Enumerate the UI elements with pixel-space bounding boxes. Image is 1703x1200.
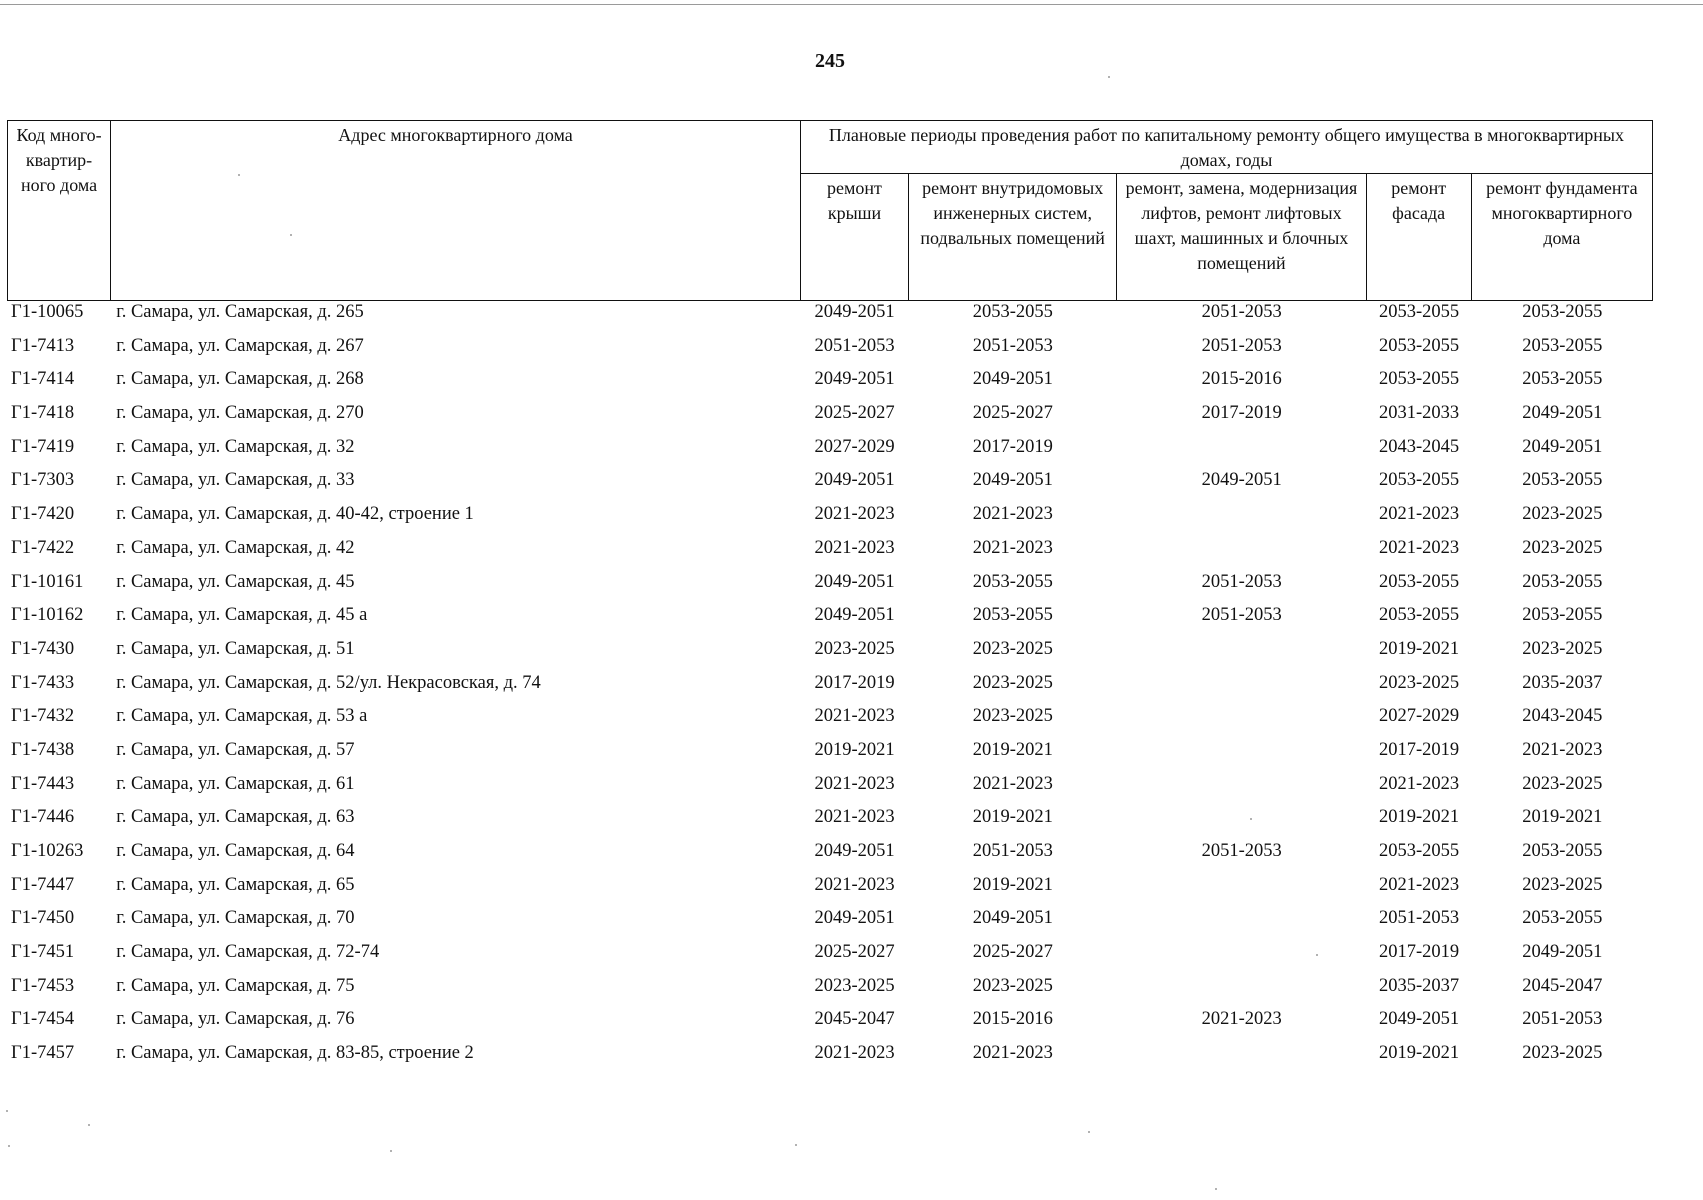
table-header: [7, 120, 1653, 301]
cell-address: г. Самара, ул. Самарская, д. 53 а: [116, 706, 368, 727]
cell-systems: 2019-2021: [972, 874, 1053, 895]
cell-code: Г1-7451: [11, 942, 75, 963]
scan-speck: [290, 234, 292, 236]
scan-speck: [8, 1145, 10, 1147]
table-row: [7, 336, 1653, 370]
cell-systems: 2023-2025: [972, 706, 1053, 727]
cell-systems: 2019-2021: [972, 739, 1053, 760]
cell-roof: 2021-2023: [814, 537, 895, 558]
table-row: [7, 1043, 1653, 1077]
cell-facade: 2021-2023: [1378, 504, 1460, 525]
cell-facade: 2031-2033: [1378, 403, 1460, 424]
cell-facade: 2019-2021: [1378, 638, 1460, 659]
table-body: [7, 302, 1653, 1077]
cell-address: г. Самара, ул. Самарская, д. 75: [116, 975, 355, 996]
cell-roof: 2049-2051: [814, 369, 895, 390]
table-row: [7, 504, 1653, 538]
scan-speck: [88, 1124, 90, 1126]
cell-foundation: 2021-2023: [1522, 739, 1603, 760]
cell-code: Г1-7430: [11, 638, 75, 659]
cell-roof: 2023-2025: [814, 638, 895, 659]
header-periods-group: Плановые периоды проведения работ по капитальному ремонту общего имущества в многоквартирных домах, годы: [800, 121, 1652, 174]
table-row: [7, 470, 1653, 504]
cell-facade: 2053-2055: [1378, 841, 1460, 861]
cell-lifts: 2051-2053: [1201, 571, 1282, 592]
cell-lifts: 2051-2053: [1201, 605, 1282, 626]
cell-roof: 2021-2023: [814, 504, 895, 525]
scan-speck: [6, 1110, 8, 1112]
cell-code: Г1-7422: [11, 537, 75, 558]
cell-roof: 2049-2051: [814, 571, 895, 592]
cell-address: г. Самара, ул. Самарская, д. 265: [116, 302, 364, 322]
cell-address: г. Самара, ул. Самарская, д. 40-42, строение 1: [116, 504, 474, 525]
cell-address: г. Самара, ул. Самарская, д. 42: [116, 537, 355, 558]
cell-foundation: 2049-2051: [1522, 403, 1603, 424]
cell-address: г. Самара, ул. Самарская, д. 52/ул. Некрасовская, д. 74: [116, 672, 541, 693]
cell-lifts: 2051-2053: [1201, 335, 1282, 356]
cell-foundation: 2053-2055: [1522, 571, 1603, 592]
cell-roof: 2049-2051: [814, 908, 895, 929]
cell-systems: 2053-2055: [972, 302, 1053, 322]
cell-facade: 2053-2055: [1378, 369, 1460, 390]
cell-roof: 2021-2023: [814, 874, 895, 895]
cell-foundation: 2049-2051: [1522, 942, 1603, 963]
cell-systems: 2023-2025: [972, 975, 1053, 996]
cell-facade: 2053-2055: [1378, 335, 1460, 356]
header-foundation: ремонт фундамента многоквартирного дома: [1471, 174, 1652, 301]
cell-foundation: 2023-2025: [1522, 638, 1603, 659]
cell-code: Г1-7447: [11, 874, 75, 895]
cell-systems: 2021-2023: [972, 537, 1053, 558]
cell-foundation: 2053-2055: [1522, 369, 1603, 390]
cell-roof: 2049-2051: [814, 605, 895, 626]
cell-foundation: 2051-2053: [1522, 1009, 1603, 1030]
cell-address: г. Самара, ул. Самарская, д. 61: [116, 773, 355, 794]
cell-foundation: 2023-2025: [1522, 537, 1603, 558]
cell-foundation: 2035-2037: [1522, 672, 1603, 693]
cell-lifts: [1117, 908, 1366, 942]
cell-code: Г1-10161: [11, 571, 84, 592]
cell-code: Г1-7414: [11, 369, 75, 390]
cell-systems: 2021-2023: [972, 1043, 1053, 1064]
cell-facade: 2021-2023: [1378, 537, 1460, 558]
cell-lifts: [1117, 504, 1366, 538]
cell-systems: 2049-2051: [972, 470, 1053, 491]
cell-code: Г1-7433: [11, 672, 75, 693]
cell-lifts: [1117, 437, 1366, 471]
cell-roof: 2025-2027: [814, 942, 895, 963]
cell-code: Г1-7418: [11, 403, 75, 424]
cell-systems: 2015-2016: [972, 1009, 1053, 1030]
table-row: [7, 908, 1653, 942]
cell-address: г. Самара, ул. Самарская, д. 270: [116, 403, 364, 424]
cell-systems: 2019-2021: [972, 807, 1053, 828]
cell-address: г. Самара, ул. Самарская, д. 51: [116, 638, 355, 659]
scan-speck: [1088, 1131, 1090, 1133]
cell-code: Г1-10263: [11, 841, 84, 861]
table-row: [7, 976, 1653, 1010]
cell-roof: 2019-2021: [814, 739, 895, 760]
table-row: [7, 369, 1653, 403]
cell-systems: 2051-2053: [972, 335, 1053, 356]
cell-roof: 2049-2051: [814, 302, 895, 322]
cell-facade: 2017-2019: [1378, 942, 1460, 963]
table-row: [7, 1009, 1653, 1043]
header-code: Код много-квартир-ного дома: [8, 121, 111, 301]
cell-address: г. Самара, ул. Самарская, д. 83-85, строение 2: [116, 1043, 474, 1064]
cell-address: г. Самара, ул. Самарская, д. 45: [116, 571, 355, 592]
scan-speck: [1215, 1188, 1217, 1190]
cell-lifts: [1117, 1043, 1366, 1077]
table-row: [7, 605, 1653, 639]
cell-foundation: 2053-2055: [1522, 908, 1603, 929]
cell-foundation: 2023-2025: [1522, 773, 1603, 794]
table-row: [7, 302, 1653, 336]
cell-systems: 2025-2027: [972, 942, 1053, 963]
table-row: [7, 572, 1653, 606]
cell-roof: 2021-2023: [814, 1043, 895, 1064]
cell-roof: 2045-2047: [814, 1009, 895, 1030]
scan-edge-line: [0, 4, 1703, 5]
cell-facade: 2053-2055: [1378, 571, 1460, 592]
cell-code: Г1-7457: [11, 1043, 75, 1064]
cell-systems: 2023-2025: [972, 638, 1053, 659]
cell-roof: 2049-2051: [814, 841, 895, 861]
header-systems: ремонт внутридомовых инженерных систем, подвальных помещений: [909, 174, 1117, 301]
cell-address: г. Самара, ул. Самарская, д. 70: [116, 908, 355, 929]
cell-address: г. Самара, ул. Самарская, д. 64: [116, 841, 355, 861]
cell-roof: 2049-2051: [814, 470, 895, 491]
cell-address: г. Самара, ул. Самарская, д. 63: [116, 807, 355, 828]
header-lifts: ремонт, замена, модернизация лифтов, ремонт лифтовых шахт, машинных и блочных помещений: [1117, 174, 1366, 301]
cell-address: г. Самара, ул. Самарская, д. 72-74: [116, 942, 380, 963]
cell-systems: 2051-2053: [972, 841, 1053, 861]
table-row: [7, 841, 1653, 875]
cell-lifts: [1117, 639, 1366, 673]
cell-foundation: 2023-2025: [1522, 1043, 1603, 1064]
cell-address: г. Самара, ул. Самарская, д. 65: [116, 874, 355, 895]
cell-systems: 2021-2023: [972, 504, 1053, 525]
cell-code: Г1-7450: [11, 908, 75, 929]
cell-lifts: [1117, 673, 1366, 707]
cell-foundation: 2043-2045: [1522, 706, 1603, 727]
table-row: [7, 942, 1653, 976]
cell-code: Г1-10065: [11, 302, 84, 322]
header-address: Адрес многоквартирного дома: [111, 121, 801, 301]
cell-foundation: 2053-2055: [1522, 470, 1603, 491]
cell-systems: 2049-2051: [972, 908, 1053, 929]
table-row: [7, 774, 1653, 808]
header-roof: ремонт крыши: [800, 174, 908, 301]
cell-address: г. Самара, ул. Самарская, д. 33: [116, 470, 355, 491]
cell-address: г. Самара, ул. Самарская, д. 76: [116, 1009, 355, 1030]
cell-facade: 2043-2045: [1378, 436, 1460, 457]
cell-foundation: 2053-2055: [1522, 335, 1603, 356]
table-row: [7, 706, 1653, 740]
cell-systems: 2049-2051: [972, 369, 1053, 390]
cell-facade: 2035-2037: [1378, 975, 1460, 996]
cell-foundation: 2053-2055: [1522, 841, 1603, 861]
scan-speck: [1108, 76, 1110, 78]
cell-foundation: 2023-2025: [1522, 874, 1603, 895]
table-body-block: [7, 302, 1653, 1077]
table-row: [7, 639, 1653, 673]
cell-address: г. Самара, ул. Самарская, д. 268: [116, 369, 364, 390]
cell-facade: 2027-2029: [1378, 706, 1460, 727]
cell-code: Г1-7438: [11, 739, 75, 760]
cell-lifts: 2017-2019: [1201, 403, 1282, 424]
cell-lifts: [1117, 774, 1366, 808]
cell-roof: 2021-2023: [814, 706, 895, 727]
table-row: [7, 807, 1653, 841]
cell-facade: 2051-2053: [1378, 908, 1460, 929]
cell-address: г. Самара, ул. Самарская, д. 267: [116, 335, 364, 356]
cell-foundation: 2049-2051: [1522, 436, 1603, 457]
cell-roof: 2017-2019: [814, 672, 895, 693]
cell-lifts: [1117, 942, 1366, 976]
table-row: [7, 673, 1653, 707]
cell-code: Г1-7420: [11, 504, 75, 525]
cell-lifts: [1117, 875, 1366, 909]
cell-code: Г1-7303: [11, 470, 75, 491]
table-row: [7, 403, 1653, 437]
cell-code: Г1-7443: [11, 773, 75, 794]
cell-lifts: 2051-2053: [1201, 302, 1282, 322]
cell-systems: 2017-2019: [972, 436, 1053, 457]
cell-address: г. Самара, ул. Самарская, д. 32: [116, 436, 355, 457]
cell-code: Г1-7446: [11, 807, 75, 828]
cell-address: г. Самара, ул. Самарская, д. 57: [116, 739, 355, 760]
cell-systems: 2025-2027: [972, 403, 1053, 424]
cell-roof: 2051-2053: [814, 335, 895, 356]
cell-facade: 2021-2023: [1378, 874, 1460, 895]
header-facade: ремонт фасада: [1366, 174, 1471, 301]
cell-roof: 2025-2027: [814, 403, 895, 424]
cell-lifts: [1117, 807, 1366, 841]
cell-foundation: 2053-2055: [1522, 605, 1603, 626]
cell-lifts: [1117, 740, 1366, 774]
cell-facade: 2053-2055: [1378, 302, 1460, 322]
cell-code: Г1-7432: [11, 706, 75, 727]
cell-lifts: [1117, 538, 1366, 572]
cell-code: Г1-7413: [11, 335, 75, 356]
cell-facade: 2021-2023: [1378, 773, 1460, 794]
cell-systems: 2021-2023: [972, 773, 1053, 794]
table-row: [7, 875, 1653, 909]
scan-speck: [1250, 818, 1252, 820]
cell-facade: 2019-2021: [1378, 807, 1460, 828]
cell-facade: 2023-2025: [1378, 672, 1460, 693]
cell-facade: 2053-2055: [1378, 470, 1460, 491]
cell-facade: 2049-2051: [1378, 1009, 1460, 1030]
scan-speck: [795, 1144, 797, 1146]
scan-speck: [390, 1150, 392, 1152]
cell-roof: 2021-2023: [814, 807, 895, 828]
table-header-block: [7, 120, 1653, 301]
cell-lifts: 2015-2016: [1201, 369, 1282, 390]
cell-code: Г1-10162: [11, 605, 84, 626]
table-row: [7, 538, 1653, 572]
cell-address: г. Самара, ул. Самарская, д. 45 а: [116, 605, 368, 626]
cell-code: Г1-7419: [11, 436, 75, 457]
page-number: 245: [815, 50, 845, 72]
cell-facade: 2019-2021: [1378, 1043, 1460, 1064]
cell-lifts: [1117, 706, 1366, 740]
cell-roof: 2021-2023: [814, 773, 895, 794]
table-row: [7, 740, 1653, 774]
cell-systems: 2053-2055: [972, 571, 1053, 592]
cell-foundation: 2053-2055: [1522, 302, 1603, 322]
cell-facade: 2017-2019: [1378, 739, 1460, 760]
cell-code: Г1-7453: [11, 975, 75, 996]
cell-systems: 2023-2025: [972, 672, 1053, 693]
cell-roof: 2027-2029: [814, 436, 895, 457]
table-row: [7, 437, 1653, 471]
cell-systems: 2053-2055: [972, 605, 1053, 626]
cell-code: Г1-7454: [11, 1009, 75, 1030]
cell-lifts: 2049-2051: [1201, 470, 1282, 491]
cell-lifts: [1117, 976, 1366, 1010]
scan-speck: [1316, 954, 1318, 956]
cell-lifts: 2051-2053: [1201, 841, 1282, 861]
cell-roof: 2023-2025: [814, 975, 895, 996]
cell-foundation: 2045-2047: [1522, 975, 1603, 996]
cell-foundation: 2019-2021: [1522, 807, 1603, 828]
cell-facade: 2053-2055: [1378, 605, 1460, 626]
cell-lifts: 2021-2023: [1201, 1009, 1282, 1030]
cell-foundation: 2023-2025: [1522, 504, 1603, 525]
scan-speck: [238, 174, 240, 176]
